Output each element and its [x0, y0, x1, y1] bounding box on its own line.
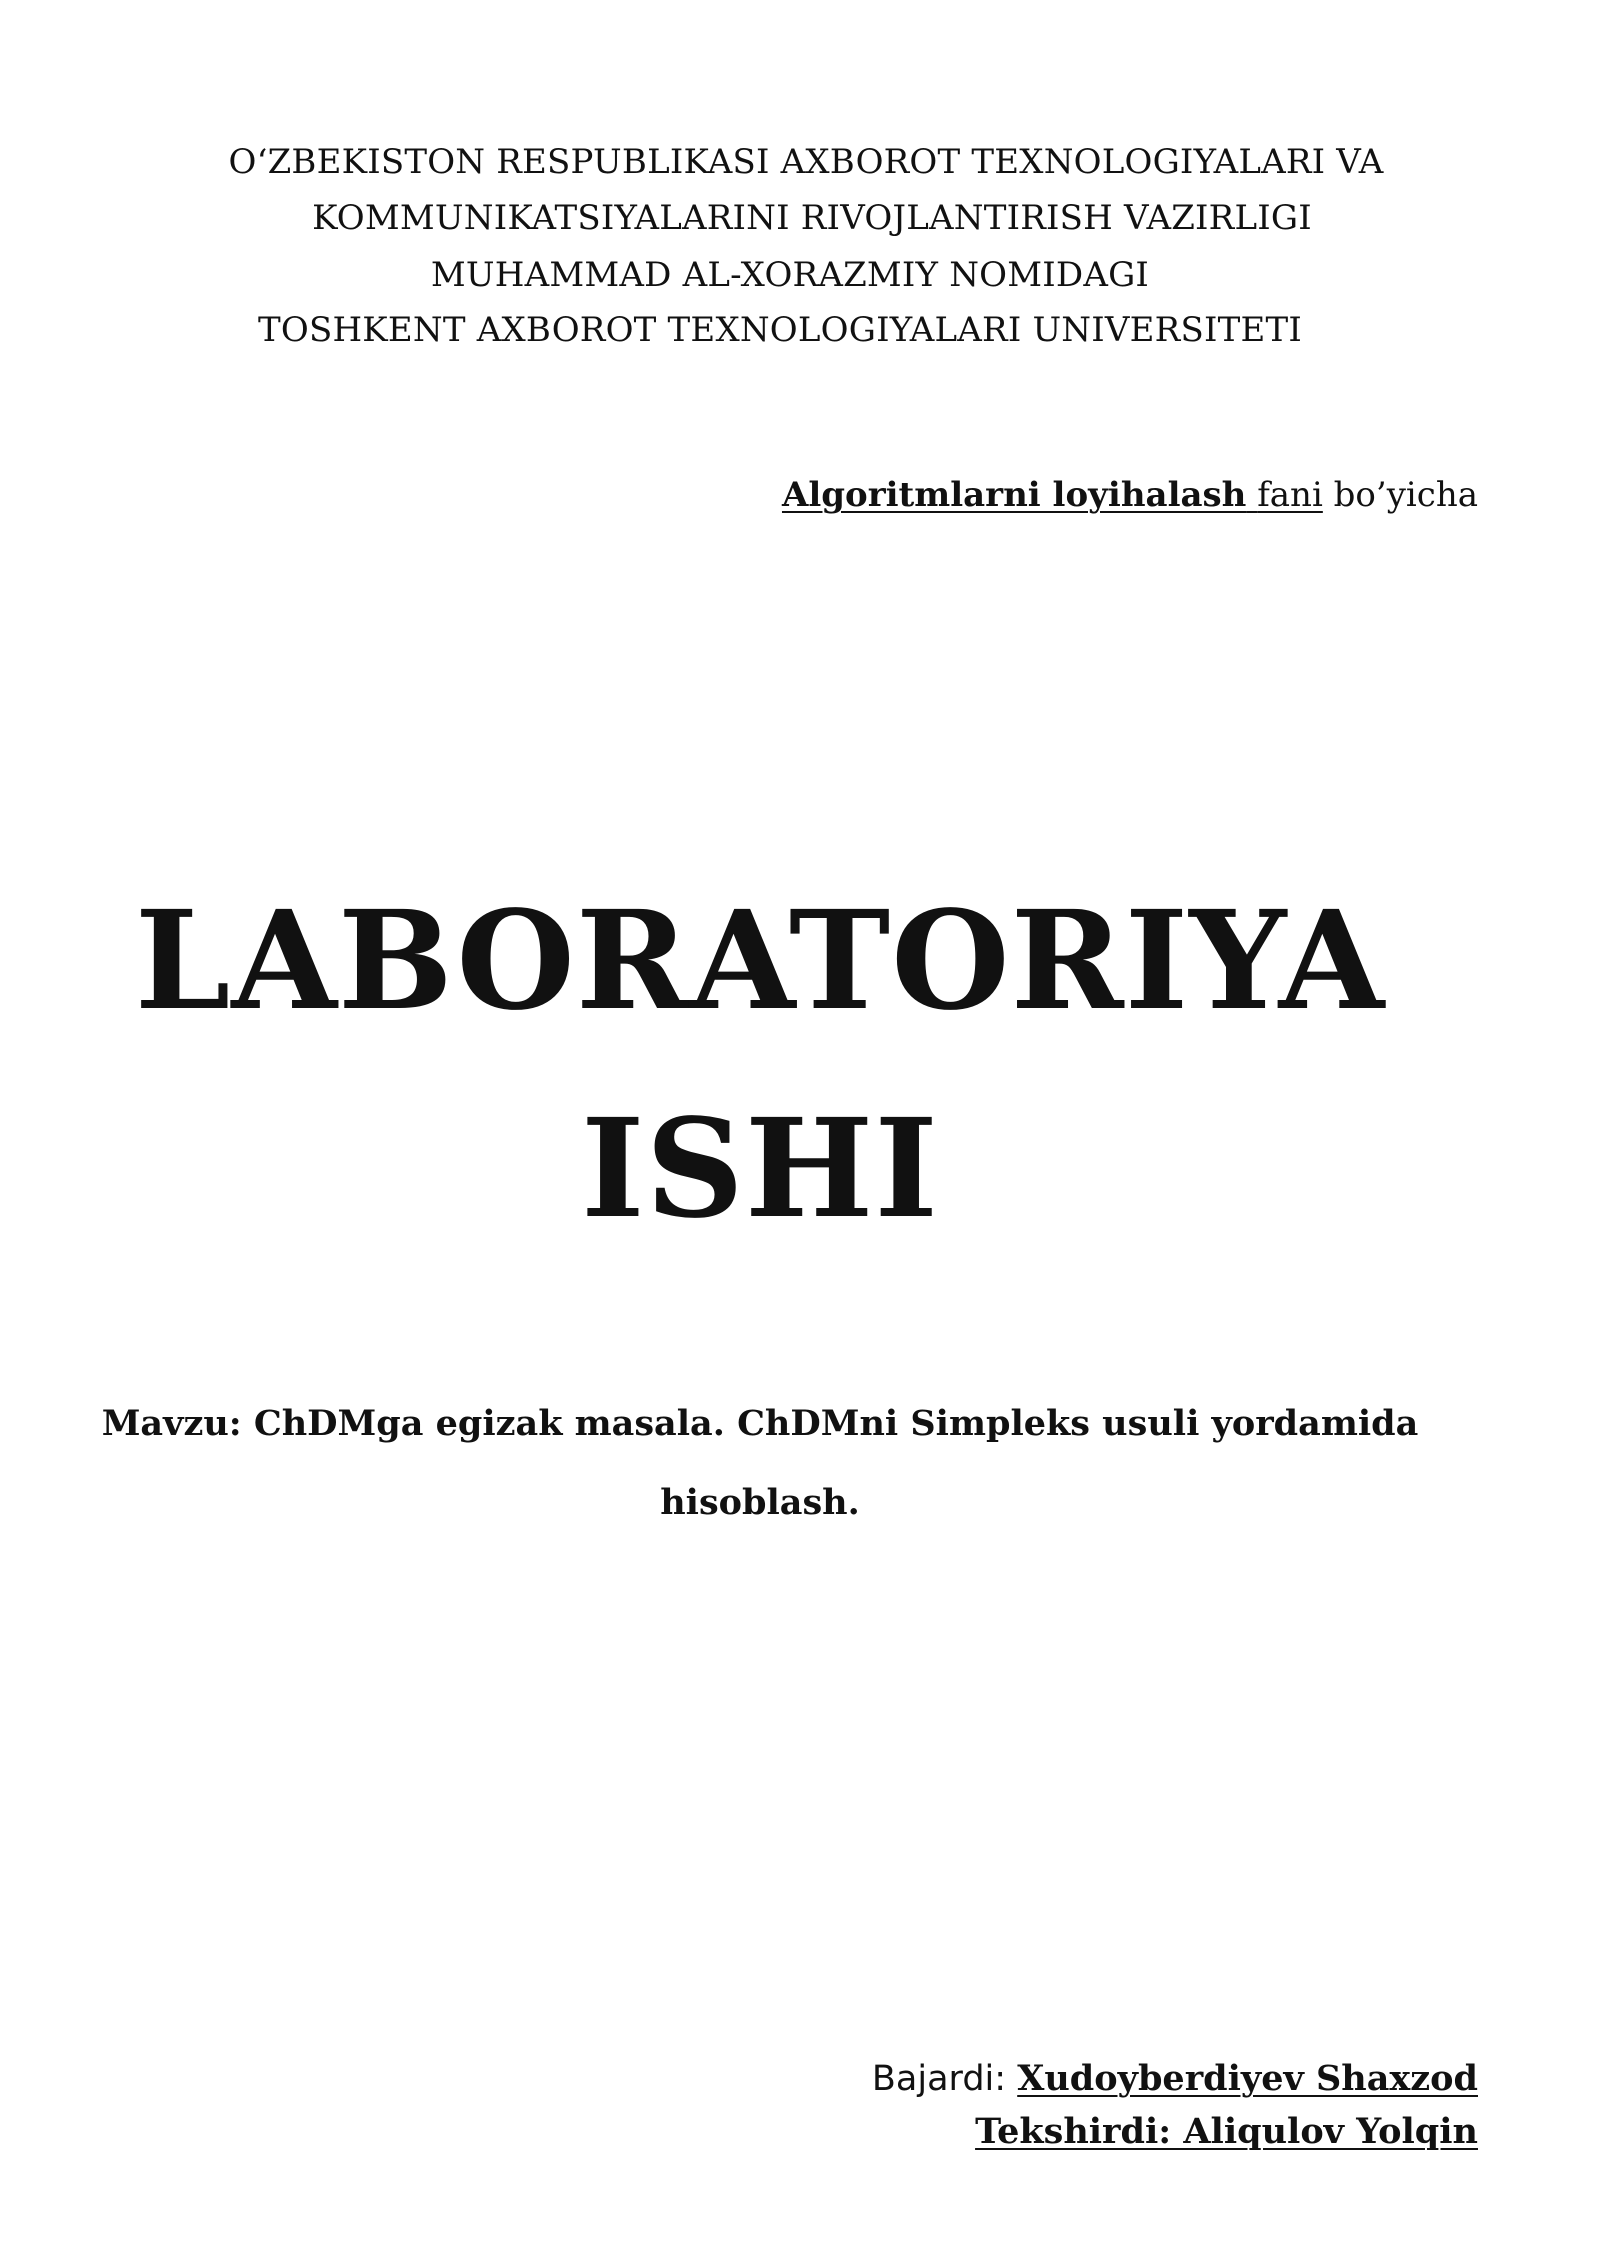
checked-by-text: Tekshirdi: Aliqulov Yolqin — [975, 2111, 1478, 2152]
performed-label: Bajardi: — [871, 2059, 1007, 2099]
ministry-line-2: KOMMUNIKATSIYALARINI RIVOJLANTIRISH VAZIRLIGI — [312, 198, 1312, 238]
checked-by-line — [975, 2111, 1478, 2153]
topic-line-1: Mavzu: ChDMga egizak masala. ChDMni Simpleks usuli yordamida — [101, 1403, 1419, 1444]
topic-line-2: hisoblash. — [660, 1482, 860, 1523]
course-suffix: bo’yicha — [1333, 475, 1478, 515]
course-subject-line — [782, 475, 1478, 515]
ministry-line-1: O‘ZBEKISTON RESPUBLIKASI AXBOROT TEXNOLOGIYALARI VA — [228, 142, 1384, 182]
performed-by-name: Xudoyberdiyev Shaxzod — [1017, 2058, 1478, 2099]
course-subject-underlined — [782, 475, 1323, 515]
performed-by-line — [872, 2058, 1478, 2100]
course-word: fani — [1257, 475, 1323, 515]
university-name-line-1: MUHAMMAD AL-XORAZMIY NOMIDAGI — [430, 255, 1150, 295]
university-name-line-2: TOSHKENT AXBOROT TEXNOLOGIYALARI UNIVERSITETI — [258, 310, 1302, 350]
document-title-line-1: LABORATORIYA — [134, 881, 1386, 1041]
course-name: Algoritmlarni loyihalash — [781, 475, 1247, 515]
document-title-line-2: ISHI — [581, 1089, 939, 1249]
